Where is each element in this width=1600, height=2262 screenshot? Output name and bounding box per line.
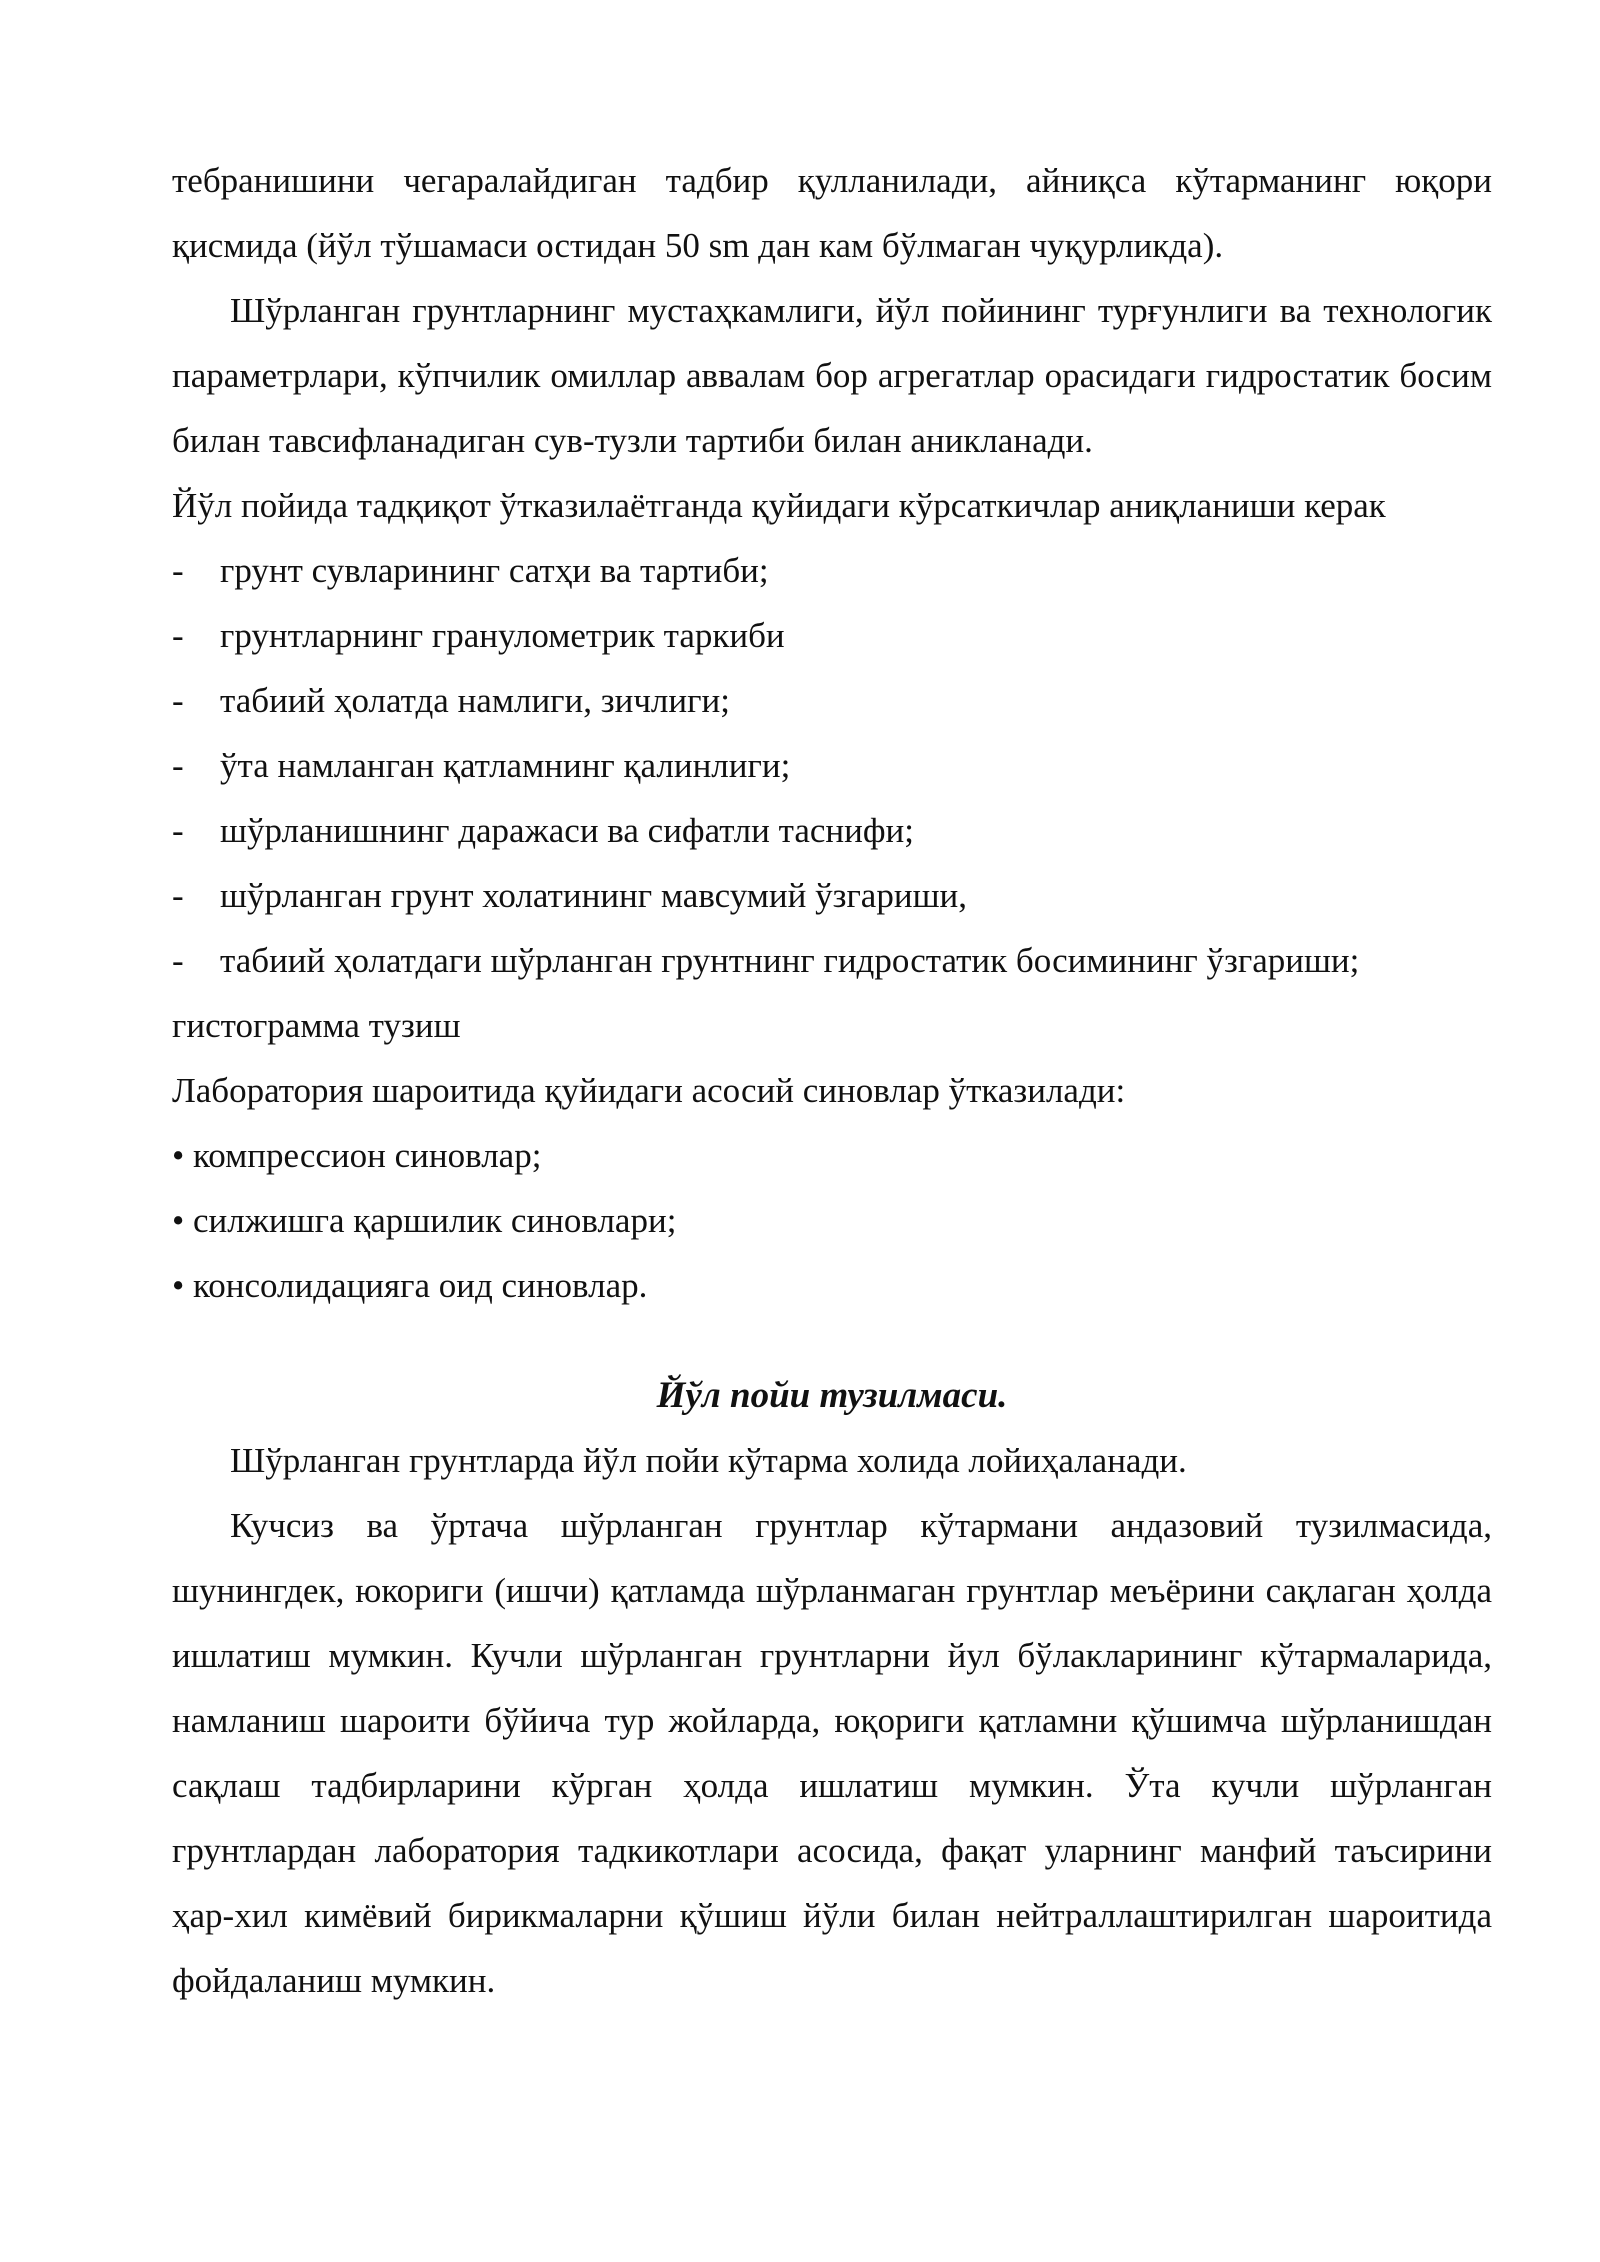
paragraph-embankment: Шўрланган грунтларда йўл пойи кўтарма холида лойиҳаланади. [230,1441,1187,1480]
paragraph-grunt-strength: Шўрланган грунтларнинг мустаҳкамлиги, йўл пойининг турғунлиги ва технологик параметрлари, кўпчилик омиллар аввалам бор агрегатлар орасидаги гидростатик босим билан тавсифланадиган сув-тузли тартиби билан аникланади. [172,291,1492,460]
list-item-text: грунт сувларининг сатҳи ва тартиби; [220,551,769,590]
dash-marker: - [172,681,184,720]
list-item-text: табиий ҳолатда намлиги, зичлиги; [220,681,730,720]
list-item: • силжишга қаршилик синовлари; [172,1201,677,1240]
paragraph-continuation: тебранишини чегаралайдиган тадбир қулланилади, айниқса кўтарманинг юқори қисмида (йўл тўшамаси остидан 50 sm дан кам бўлмаган чуқурликда). [172,161,1492,265]
histogram-line: гистограмма тузиш [172,1006,461,1045]
list-item: • компрессион синовлар; [172,1136,542,1175]
list-item [172,863,1492,928]
bullet-list [172,1123,1492,1318]
list-item [172,798,1492,863]
list-item [172,538,1492,603]
list-intro-line: Йўл пойида тадқиқот ўтказилаётганда қуйидаги кўрсаткичлар аниқланиши керак [172,486,1386,525]
lab-tests-intro-line: Лаборатория шароитида қуйидаги асосий синовлар ўтказилади: [172,1071,1126,1110]
list-item [172,928,1492,993]
paragraph-salinity-usage: Кучсиз ва ўртача шўрланган грунтлар кўтармани андазовий тузилмасида, шунингдек, юкориги (ишчи) қатламда шўрланмаган грунтлар меъёрини сақлаган ҳолда ишлатиш мумкин. Кучли шўрланган грунтларни йул бўлакларининг кўтармаларида, намланиш шароити бўйича тур жойларда, юқориги қатламни қўшимча шўрланишдан сақлаш тадбирларини кўрган ҳолда ишлатиш мумкин. Ўта кучли шўрланган грунтлардан лаборатория тадкикотлари асосида, фақат уларнинг манфий таъсирини ҳар-хил кимёвий бирикмаларни қўшиш йўли билан нейтраллаштирилган шароитида фойдаланиш мумкин. [172,1506,1492,2000]
dash-marker: - [172,876,184,915]
list-item-text: шўрланган грунт холатининг мавсумий ўзгариши, [220,876,967,915]
section-heading: Йўл пойи тузилмаси. [656,1375,1008,1416]
list-item-text: грунтларнинг гранулометрик таркиби [220,616,785,655]
document-page [172,148,1492,2013]
list-item-text: табиий ҳолатдаги шўрланган грунтнинг гидростатик босимининг ўзгариши; [220,941,1360,980]
dash-list [172,538,1492,993]
list-item [172,668,1492,733]
dash-marker: - [172,551,184,590]
list-item: • консолидацияга оид синовлар. [172,1266,648,1305]
list-item [172,603,1492,668]
dash-marker: - [172,811,184,850]
dash-marker: - [172,746,184,785]
dash-marker: - [172,941,184,980]
list-item [172,733,1492,798]
list-item-text: ўта намланган қатламнинг қалинлиги; [220,746,791,785]
list-item-text: шўрланишнинг даражаси ва сифатли таснифи; [220,811,914,850]
dash-marker: - [172,616,184,655]
